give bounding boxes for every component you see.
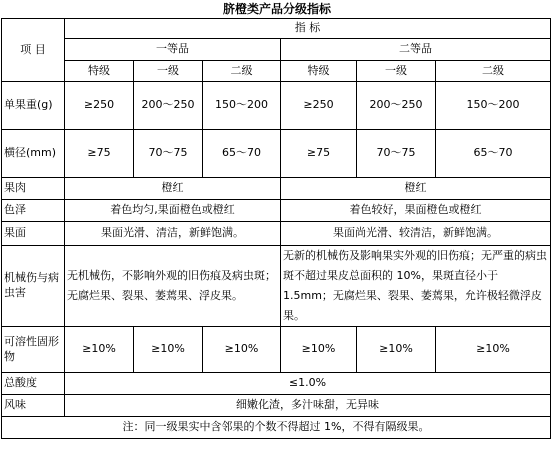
table-note: 注：同一级果实中含邻果的个数不得超过 1%，不得有隔级果。 xyxy=(2,417,551,439)
table-cell: 65～70 xyxy=(436,130,551,178)
table-cell: 无新的机械伤及影响果实外观的旧伤痕；无严重的病虫斑不超过果皮总面积的 10%，果斑直径小于 1.5mm；无腐烂果、裂果、萎蔫果，允许极轻微浮皮果。 xyxy=(281,246,551,327)
grade-header: 特级 xyxy=(281,61,357,82)
row-damage xyxy=(2,246,551,327)
grade-header: 特级 xyxy=(65,61,134,82)
row-label: 单果重(g) xyxy=(2,82,65,130)
table-cell: 200～250 xyxy=(357,82,436,130)
grade-header: 一级 xyxy=(134,61,203,82)
row-label: 总酸度 xyxy=(2,373,65,395)
table-cell: ≥75 xyxy=(281,130,357,178)
row-label: 机械伤与病虫害 xyxy=(2,246,65,327)
table-cell: 65～70 xyxy=(203,130,281,178)
row-surface xyxy=(2,222,551,246)
grading-table xyxy=(1,18,551,439)
header-second-class: 二等品 xyxy=(281,39,551,61)
table-cell: ≥10% xyxy=(281,327,357,373)
table-cell: 无机械伤，不影响外观的旧伤痕及病虫斑；无腐烂果、裂果、萎蔫果、浮皮果。 xyxy=(65,246,281,327)
header-row-class xyxy=(2,39,551,61)
row-acidity xyxy=(2,373,551,395)
row-label: 果面 xyxy=(2,222,65,246)
grade-header: 二级 xyxy=(436,61,551,82)
table-cell: 着色较好，果面橙色或橙红 xyxy=(281,200,551,222)
table-cell: ≤1.0% xyxy=(65,373,551,395)
row-label: 风味 xyxy=(2,395,65,417)
table-cell: ≥10% xyxy=(436,327,551,373)
table-cell: 细嫩化渣，多汁味甜，无异味 xyxy=(65,395,551,417)
table-cell: 150～200 xyxy=(436,82,551,130)
table-cell: 橙红 xyxy=(65,178,281,200)
table-cell: ≥10% xyxy=(65,327,134,373)
row-label: 可溶性固形物 xyxy=(2,327,65,373)
header-item: 项 目 xyxy=(2,19,65,82)
table-cell: ≥10% xyxy=(357,327,436,373)
row-weight xyxy=(2,82,551,130)
table-cell: 70～75 xyxy=(357,130,436,178)
table-cell: 200～250 xyxy=(134,82,203,130)
table-cell: ≥10% xyxy=(203,327,281,373)
table-cell: 果面尚光滑、较清洁，新鲜饱满。 xyxy=(281,222,551,246)
header-first-class: 一等品 xyxy=(65,39,281,61)
table-cell: ≥10% xyxy=(134,327,203,373)
row-solids xyxy=(2,327,551,373)
grade-header: 二级 xyxy=(203,61,281,82)
table-cell: ≥75 xyxy=(65,130,134,178)
row-note xyxy=(2,417,551,439)
row-flavor xyxy=(2,395,551,417)
table-cell: ≥250 xyxy=(281,82,357,130)
table-cell: 橙红 xyxy=(281,178,551,200)
header-row-grade xyxy=(2,61,551,82)
row-label: 横径(mm) xyxy=(2,130,65,178)
row-label: 果肉 xyxy=(2,178,65,200)
table-title: 脐橙类产品分级指标 xyxy=(222,2,331,16)
header-indicator: 指 标 xyxy=(65,19,551,39)
row-label: 色泽 xyxy=(2,200,65,222)
table-cell: 150～200 xyxy=(203,82,281,130)
table-cell: 果面光滑、清洁，新鲜饱满。 xyxy=(65,222,281,246)
table-cell: 70～75 xyxy=(134,130,203,178)
row-diameter xyxy=(2,130,551,178)
header-row-indicator xyxy=(2,19,551,39)
table-cell: ≥250 xyxy=(65,82,134,130)
grade-header: 一级 xyxy=(357,61,436,82)
row-color xyxy=(2,200,551,222)
table-cell: 着色均匀,果面橙色或橙红 xyxy=(65,200,281,222)
row-flesh xyxy=(2,178,551,200)
